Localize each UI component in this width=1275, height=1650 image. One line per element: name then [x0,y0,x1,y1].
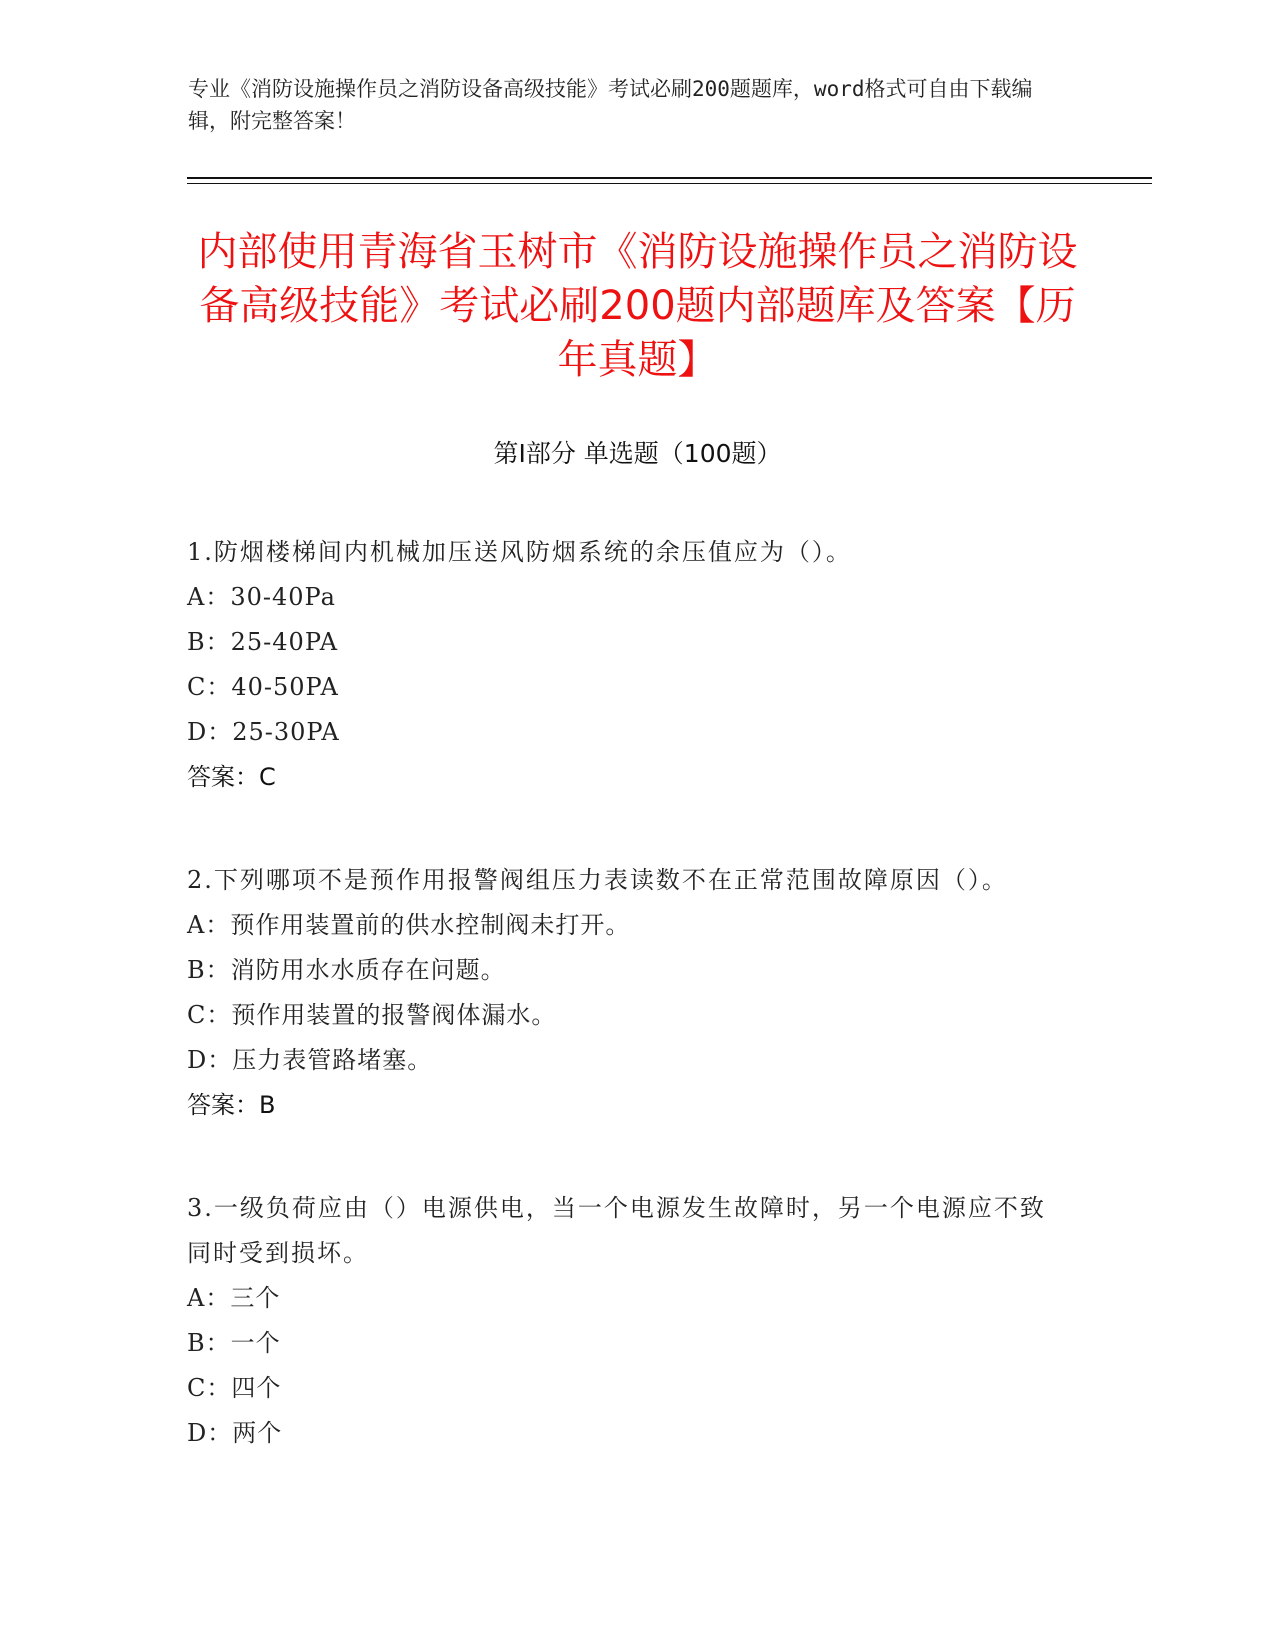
question-list [187,530,1067,1514]
option-d: D：25-30PA [187,718,340,746]
option-b: B：25-40PA [187,628,339,656]
question-stem: 3.一级负荷应由（）电源供电，当一个电源发生故障时，另一个电源应不致同时受到损坏。 [187,1194,1046,1267]
header-note: 专业《消防设施操作员之消防设备高级技能》考试必刷200题题库，word格式可自由下载编辑，附完整答案！ [188,77,1033,133]
option-b: B：一个 [187,1329,281,1357]
option-b: B：消防用水水质存在问题。 [187,956,506,984]
option-c: C：四个 [187,1374,282,1402]
option-a: A：预作用装置前的供水控制阀未打开。 [187,911,631,939]
option-d: D：压力表管路堵塞。 [187,1046,433,1074]
answer-line: 答案：B [187,1091,276,1119]
question-stem: 2.下列哪项不是预作用报警阀组压力表读数不在正常范围故障原因（）。 [187,866,1008,894]
option-c: C：预作用装置的报警阀体漏水。 [187,1001,557,1029]
option-a: A：三个 [187,1284,281,1312]
header-divider-thin [187,183,1152,184]
question-1 [187,530,1067,800]
answer-line: 答案：C [187,763,276,791]
question-3 [187,1186,1067,1456]
header-divider-thick [187,177,1152,179]
document-title: 内部使用青海省玉树市《消防设施操作员之消防设备高级技能》考试必刷200题内部题库及答案【历年真题】 [197,229,1078,383]
question-stem: 1.防烟楼梯间内机械加压送风防烟系统的余压值应为（）。 [187,538,852,566]
option-d: D：两个 [187,1419,283,1447]
section-heading: 第Ⅰ部分 单选题（100题） [493,439,782,468]
option-a: A：30-40Pa [187,583,336,611]
option-c: C：40-50PA [187,673,339,701]
question-2 [187,858,1067,1128]
